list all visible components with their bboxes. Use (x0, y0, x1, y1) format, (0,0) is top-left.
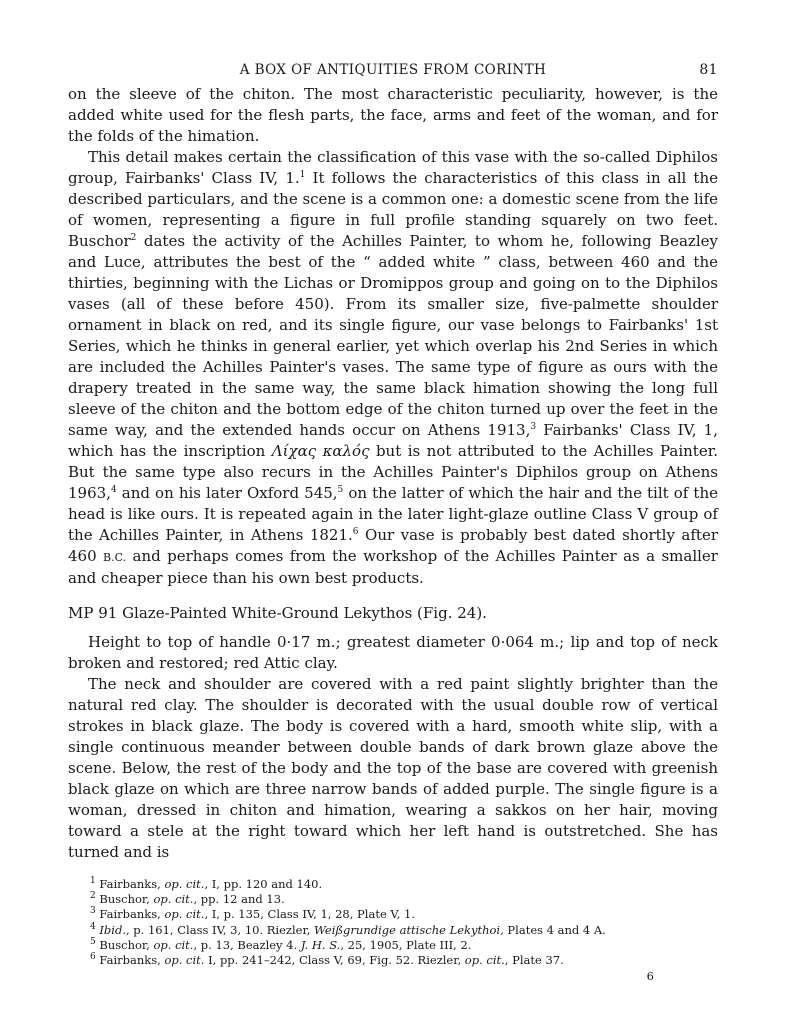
footnote-ref-3: 3 (530, 422, 537, 432)
footnote-2: $^2$ Buschor, op. cit., pp. 12 and 13. (90, 891, 285, 907)
footnote-ref-6: 6 (352, 527, 359, 537)
paragraph-dimensions: Height to top of handle 0·17 m.; greatest diameter 0·064 m.; lip and top of neck broken and restored; red Attic clay. (68, 633, 718, 672)
footnote-4: $^4$ Ibid., p. 161, Class IV, 3, 10. Riezler, Weißgrundige attische Lekythoi, Plates 4 and 4 A. (90, 921, 606, 937)
footnotes (68, 877, 718, 968)
running-head (68, 60, 718, 84)
era-abbreviation: B.C. (103, 551, 127, 564)
paragraph-continuation: on the sleeve of the chiton. The most characteristic peculiarity, however, is the added white used for the flesh parts, the face, arms and feet of the woman, and for the folds of the himation. (68, 85, 718, 145)
footnote-3: $^3$ Fairbanks, op. cit., I, p. 135, Class IV, 1, 28, Plate V, 1. (90, 906, 415, 922)
footnote-5: $^5$ Buschor, op. cit., p. 13, Beazley 4. J. H. S., 25, 1905, Plate III, 2. (90, 936, 472, 952)
footnote-ref-4: 4 (110, 485, 117, 495)
signature-mark: 6 (646, 969, 654, 984)
page-number: 81 (699, 62, 718, 78)
footnote-1: $^1$ Fairbanks, op. cit., I, pp. 120 and 140. (90, 876, 323, 891)
paragraph-classification: This detail makes certain the classification of this vase with the so-called Diphilos group, Fairbanks' Class IV, 1.$^1$ It follows the characteristics of this class in all the described particulars, and the scene is a common one: a domestic scene from the life of women, representing a figure in full profile standing squarely on two feet. Buschor$^2$ dates the activity of the Achilles Painter, to whom he, following Beazley and Luce, attributes the best of the “ added white ” class, between 460 and the thirties, beginning with the Lichas or Dromippos group and going on to the Diphilos vases (all of these before 450). From its smaller size, five-palmette shoulder ornament in black on red, and its single figure, our vase belongs to Fairbanks' 1st Series, which he thinks in general earlier, yet which overlap his 2nd Series in which are included the Achilles Painter's vases. The same type of figure as ours with the drapery treated in the same way, the same black himation showing the long full sleeve of the chiton and the bottom edge of the chiton turned up over the feet in the same way, and the extended hands occur on Athens 1913,$^3$ Fairbanks' Class IV, 1, which has the inscription Λίχας καλός but is not attributed to the Achilles Painter. But the same type also recurs in the Achilles Painter's Diphilos group on Athens 1963,$^4$ and on his later Oxford 545,$^5$ on the latter of which the hair and the tilt of the head is like ours. It is repeated again in the later light-glaze outline Class V group of the Achilles Painter, in Athens 1821.$^6$ Our vase is probably best dated shortly after 460 B.C. and perhaps comes from the workshop of the Achilles Painter as a smaller and cheaper piece than his own best products. (68, 148, 718, 587)
footnote-ref-2: 2 (130, 233, 137, 243)
greek-inscription: Λίχας καλός (271, 442, 370, 460)
paragraph-description: The neck and shoulder are covered with a red paint slightly brighter than the natural red clay. The shoulder is decorated with the usual double row of vertical strokes in black glaze. The body is covered with a hard, smooth white slip, with a single continuous meander between double bands of dark brown glaze above the scene. Below, the rest of the body and the top of the base are covered with greenish black glaze on which are three narrow bands of added purple. The single figure is a woman, dressed in chiton and himation, wearing a sakkos on her hair, moving toward a stele at the right toward which her left hand is outstretched. She has turned and is (68, 675, 718, 861)
section-heading: MP 91 Glaze-Painted White-Ground Lekythos (Fig. 24). (68, 604, 487, 622)
running-title: A BOX OF ANTIQUITIES FROM CORINTH (239, 62, 547, 78)
footnote-ref-1: 1 (299, 170, 306, 180)
page (68, 60, 718, 983)
footnote-6: $^6$ Fairbanks, op. cit. I, pp. 241–242, Class V, 69, Fig. 52. Riezler, op. cit., Plate 37. (90, 952, 564, 968)
footnote-ref-5: 5 (337, 485, 344, 495)
